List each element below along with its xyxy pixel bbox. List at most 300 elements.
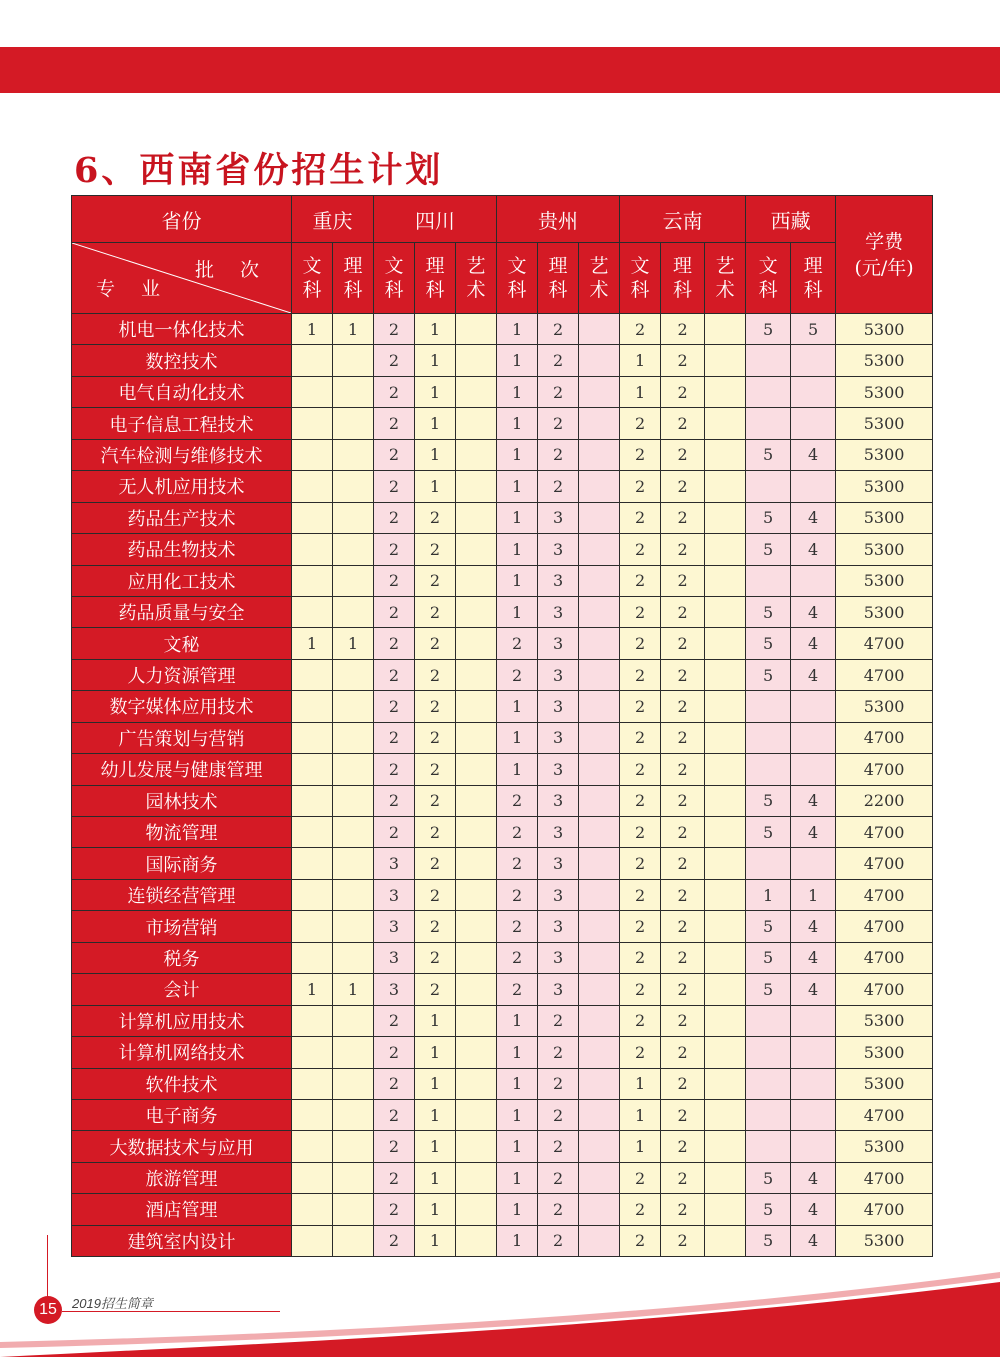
- quota-cell: 1: [415, 1099, 456, 1130]
- quota-cell: 1: [415, 1194, 456, 1225]
- quota-cell: 2: [661, 628, 705, 659]
- subject-header: 理 科: [791, 243, 836, 314]
- quota-cell: 2: [661, 659, 705, 690]
- quota-cell: 2: [497, 848, 538, 879]
- quota-cell: [705, 785, 746, 816]
- tuition-cell: 4700: [836, 942, 933, 973]
- quota-cell: 2: [620, 1162, 661, 1193]
- quota-cell: 2: [415, 817, 456, 848]
- quota-cell: 2: [374, 534, 415, 565]
- quota-cell: 2: [661, 376, 705, 407]
- quota-cell: [579, 722, 620, 753]
- quota-cell: [579, 942, 620, 973]
- quota-cell: 2: [374, 1131, 415, 1162]
- quota-cell: 1: [497, 471, 538, 502]
- quota-cell: 5: [746, 1225, 791, 1256]
- quota-cell: 2: [374, 345, 415, 376]
- quota-cell: 2: [620, 314, 661, 345]
- quota-cell: [456, 1194, 497, 1225]
- quota-cell: 3: [374, 911, 415, 942]
- quota-cell: 1: [415, 1162, 456, 1193]
- quota-cell: 1: [292, 314, 333, 345]
- major-name: 人力资源管理: [72, 659, 292, 690]
- table-row: [72, 471, 933, 502]
- quota-cell: 2: [661, 1194, 705, 1225]
- table-row: [72, 942, 933, 973]
- major-name: 数字媒体应用技术: [72, 691, 292, 722]
- quota-cell: [456, 628, 497, 659]
- quota-cell: [292, 1037, 333, 1068]
- quota-cell: 2: [661, 534, 705, 565]
- quota-cell: 1: [620, 1068, 661, 1099]
- tuition-cell: 5300: [836, 502, 933, 533]
- quota-cell: 1: [415, 376, 456, 407]
- quota-cell: [579, 565, 620, 596]
- quota-cell: [705, 691, 746, 722]
- quota-cell: [746, 848, 791, 879]
- table-row: [72, 1099, 933, 1130]
- quota-cell: 2: [620, 659, 661, 690]
- quota-cell: [292, 942, 333, 973]
- quota-cell: [705, 1005, 746, 1036]
- quota-cell: [579, 1099, 620, 1130]
- quota-cell: 1: [620, 345, 661, 376]
- quota-cell: 4: [791, 1194, 836, 1225]
- major-name: 旅游管理: [72, 1162, 292, 1193]
- quota-cell: [746, 1099, 791, 1130]
- quota-cell: 2: [661, 439, 705, 470]
- quota-cell: [579, 1131, 620, 1162]
- table-row: [72, 502, 933, 533]
- tuition-header-unit: (元/年): [854, 256, 914, 279]
- quota-cell: [579, 471, 620, 502]
- quota-cell: [456, 1099, 497, 1130]
- table-row: [72, 817, 933, 848]
- quota-cell: [456, 942, 497, 973]
- quota-cell: 2: [415, 534, 456, 565]
- quota-cell: 2: [374, 1225, 415, 1256]
- page-title: 6、西南省份招生计划: [74, 150, 444, 191]
- quota-cell: 1: [497, 502, 538, 533]
- quota-cell: [333, 659, 374, 690]
- major-name: 连锁经营管理: [72, 879, 292, 910]
- major-name: 广告策划与营销: [72, 722, 292, 753]
- quota-cell: [456, 534, 497, 565]
- quota-cell: [456, 1005, 497, 1036]
- quota-cell: 1: [746, 879, 791, 910]
- table-row: [72, 785, 933, 816]
- subject-header: 艺 术: [579, 243, 620, 314]
- subject-header: 理 科: [333, 243, 374, 314]
- quota-cell: [333, 848, 374, 879]
- quota-cell: 2: [497, 785, 538, 816]
- quota-cell: [705, 596, 746, 627]
- quota-cell: [791, 1068, 836, 1099]
- tuition-cell: 4700: [836, 1099, 933, 1130]
- quota-cell: [333, 565, 374, 596]
- tuition-cell: 4700: [836, 848, 933, 879]
- quota-cell: 3: [538, 974, 579, 1005]
- table-row: [72, 345, 933, 376]
- major-name: 药品质量与安全: [72, 596, 292, 627]
- quota-cell: 1: [415, 408, 456, 439]
- quota-cell: 1: [497, 314, 538, 345]
- quota-cell: 2: [661, 1162, 705, 1193]
- quota-cell: 2: [374, 1037, 415, 1068]
- subject-header: 艺 术: [456, 243, 497, 314]
- table-row: [72, 596, 933, 627]
- quota-cell: [705, 1194, 746, 1225]
- quota-cell: [292, 534, 333, 565]
- quota-cell: 2: [538, 376, 579, 407]
- quota-cell: [333, 534, 374, 565]
- quota-cell: [333, 502, 374, 533]
- table-row: [72, 911, 933, 942]
- quota-cell: 2: [620, 628, 661, 659]
- quota-cell: 2: [538, 1099, 579, 1130]
- quota-cell: [579, 628, 620, 659]
- quota-cell: [333, 1225, 374, 1256]
- quota-cell: 2: [374, 1005, 415, 1036]
- quota-cell: 2: [661, 848, 705, 879]
- quota-cell: 3: [538, 754, 579, 785]
- quota-cell: [791, 722, 836, 753]
- major-name: 国际商务: [72, 848, 292, 879]
- quota-cell: 2: [538, 1225, 579, 1256]
- quota-cell: 2: [374, 1068, 415, 1099]
- quota-cell: [292, 691, 333, 722]
- major-name: 酒店管理: [72, 1194, 292, 1225]
- quota-cell: 2: [374, 817, 415, 848]
- quota-cell: 4: [791, 817, 836, 848]
- subject-header: 文 科: [292, 243, 333, 314]
- quota-cell: [333, 817, 374, 848]
- quota-cell: 2: [415, 974, 456, 1005]
- quota-cell: 4: [791, 439, 836, 470]
- quota-cell: 2: [497, 628, 538, 659]
- quota-cell: [705, 848, 746, 879]
- quota-cell: 2: [538, 471, 579, 502]
- table-row: [72, 848, 933, 879]
- quota-cell: 3: [538, 565, 579, 596]
- quota-cell: 2: [374, 722, 415, 753]
- quota-cell: 1: [415, 1037, 456, 1068]
- quota-cell: [333, 1162, 374, 1193]
- quota-cell: [705, 879, 746, 910]
- quota-cell: [333, 596, 374, 627]
- batch-label: 批 次: [194, 259, 269, 281]
- quota-cell: 2: [661, 1099, 705, 1130]
- quota-cell: 2: [374, 565, 415, 596]
- quota-cell: [333, 1005, 374, 1036]
- tuition-cell: 5300: [836, 596, 933, 627]
- quota-cell: 2: [661, 691, 705, 722]
- quota-cell: [746, 408, 791, 439]
- table-row: [72, 376, 933, 407]
- quota-cell: [333, 1194, 374, 1225]
- quota-cell: [705, 754, 746, 785]
- quota-cell: 2: [415, 565, 456, 596]
- table-row: [72, 628, 933, 659]
- quota-cell: [579, 1194, 620, 1225]
- quota-cell: 3: [538, 879, 579, 910]
- quota-cell: 2: [374, 408, 415, 439]
- quota-cell: [705, 1162, 746, 1193]
- quota-cell: 2: [620, 1194, 661, 1225]
- quota-cell: 2: [415, 596, 456, 627]
- quota-cell: [705, 1099, 746, 1130]
- table-row: [72, 1005, 933, 1036]
- table-row: [72, 722, 933, 753]
- quota-cell: 2: [620, 691, 661, 722]
- quota-cell: 2: [415, 659, 456, 690]
- quota-cell: 2: [374, 691, 415, 722]
- table-row: [72, 879, 933, 910]
- quota-cell: 5: [746, 1194, 791, 1225]
- quota-cell: 1: [497, 376, 538, 407]
- quota-cell: 2: [415, 754, 456, 785]
- tuition-cell: 4700: [836, 1162, 933, 1193]
- quota-cell: [333, 1099, 374, 1130]
- quota-cell: 1: [333, 974, 374, 1005]
- quota-cell: 2: [661, 314, 705, 345]
- table-row: [72, 439, 933, 470]
- major-name: 机电一体化技术: [72, 314, 292, 345]
- quota-cell: [292, 345, 333, 376]
- quota-cell: 3: [538, 722, 579, 753]
- quota-cell: 2: [661, 785, 705, 816]
- tuition-cell: 4700: [836, 628, 933, 659]
- subject-header: 文 科: [497, 243, 538, 314]
- quota-cell: 3: [538, 596, 579, 627]
- quota-cell: 2: [415, 785, 456, 816]
- quota-cell: [579, 879, 620, 910]
- table-row: [72, 1194, 933, 1225]
- quota-cell: [333, 722, 374, 753]
- quota-cell: 2: [374, 628, 415, 659]
- province-xizang: 西藏: [746, 196, 836, 243]
- quota-cell: 1: [497, 439, 538, 470]
- major-name: 大数据技术与应用: [72, 1131, 292, 1162]
- major-name: 园林技术: [72, 785, 292, 816]
- quota-cell: [333, 1131, 374, 1162]
- quota-cell: 5: [746, 785, 791, 816]
- quota-cell: 2: [415, 879, 456, 910]
- province-guizhou: 贵州: [497, 196, 620, 243]
- quota-cell: [579, 502, 620, 533]
- quota-cell: 1: [497, 1131, 538, 1162]
- quota-cell: 2: [374, 314, 415, 345]
- quota-cell: [705, 471, 746, 502]
- quota-cell: 2: [538, 1194, 579, 1225]
- quota-cell: 2: [620, 879, 661, 910]
- quota-cell: [579, 659, 620, 690]
- tuition-cell: 5300: [836, 408, 933, 439]
- footer-brochure-title: 2019招生简章: [72, 1296, 153, 1311]
- quota-cell: [579, 345, 620, 376]
- quota-cell: [746, 1005, 791, 1036]
- quota-cell: 2: [620, 785, 661, 816]
- quota-cell: 1: [497, 1037, 538, 1068]
- quota-cell: [791, 471, 836, 502]
- quota-cell: [791, 848, 836, 879]
- quota-cell: 2: [374, 785, 415, 816]
- quota-cell: 4: [791, 534, 836, 565]
- table-row: [72, 408, 933, 439]
- quota-cell: 2: [620, 471, 661, 502]
- quota-cell: 2: [497, 817, 538, 848]
- quota-cell: 2: [374, 502, 415, 533]
- quota-cell: [705, 565, 746, 596]
- quota-cell: 1: [497, 1194, 538, 1225]
- quota-cell: 1: [333, 314, 374, 345]
- quota-cell: 1: [497, 691, 538, 722]
- quota-cell: 5: [746, 314, 791, 345]
- quota-cell: 5: [746, 1162, 791, 1193]
- quota-cell: 4: [791, 1162, 836, 1193]
- quota-cell: [705, 1068, 746, 1099]
- quota-cell: [292, 722, 333, 753]
- major-name: 药品生产技术: [72, 502, 292, 533]
- quota-cell: 1: [497, 534, 538, 565]
- quota-cell: 2: [538, 1068, 579, 1099]
- quota-cell: [579, 439, 620, 470]
- quota-cell: [705, 376, 746, 407]
- major-name: 市场营销: [72, 911, 292, 942]
- quota-cell: 2: [538, 1162, 579, 1193]
- quota-cell: 2: [538, 1037, 579, 1068]
- quota-cell: 1: [620, 376, 661, 407]
- quota-cell: [456, 911, 497, 942]
- quota-cell: [456, 565, 497, 596]
- quota-cell: 4: [791, 785, 836, 816]
- quota-cell: [456, 376, 497, 407]
- quota-cell: 2: [415, 942, 456, 973]
- quota-cell: [292, 1162, 333, 1193]
- quota-cell: [791, 376, 836, 407]
- quota-cell: [333, 376, 374, 407]
- quota-cell: [292, 1005, 333, 1036]
- quota-cell: [292, 1099, 333, 1130]
- major-name: 会计: [72, 974, 292, 1005]
- quota-cell: [705, 439, 746, 470]
- quota-cell: 2: [620, 565, 661, 596]
- quota-cell: 3: [538, 534, 579, 565]
- quota-cell: 4: [791, 911, 836, 942]
- tuition-header: [836, 196, 933, 314]
- quota-cell: [456, 848, 497, 879]
- quota-cell: 2: [661, 1037, 705, 1068]
- quota-cell: [705, 1037, 746, 1068]
- major-name: 电气自动化技术: [72, 376, 292, 407]
- quota-cell: 2: [538, 1131, 579, 1162]
- quota-cell: [456, 785, 497, 816]
- quota-cell: 3: [538, 848, 579, 879]
- quota-cell: 2: [661, 471, 705, 502]
- quota-cell: [705, 345, 746, 376]
- quota-cell: [579, 1005, 620, 1036]
- quota-cell: [456, 722, 497, 753]
- quota-cell: 3: [538, 817, 579, 848]
- table-row: [72, 1037, 933, 1068]
- quota-cell: [705, 408, 746, 439]
- quota-cell: 1: [415, 439, 456, 470]
- quota-cell: [579, 596, 620, 627]
- tuition-cell: 5300: [836, 345, 933, 376]
- quota-cell: [579, 754, 620, 785]
- quota-cell: 1: [497, 1005, 538, 1036]
- quota-cell: 1: [497, 565, 538, 596]
- quota-cell: [333, 754, 374, 785]
- quota-cell: 2: [374, 439, 415, 470]
- quota-cell: 4: [791, 596, 836, 627]
- quota-cell: [791, 1131, 836, 1162]
- quota-cell: 2: [661, 1131, 705, 1162]
- quota-cell: 2: [497, 659, 538, 690]
- quota-cell: [579, 376, 620, 407]
- quota-cell: [456, 754, 497, 785]
- quota-cell: 2: [661, 345, 705, 376]
- quota-cell: 2: [661, 974, 705, 1005]
- quota-cell: [705, 722, 746, 753]
- major-name: 幼儿发展与健康管理: [72, 754, 292, 785]
- quota-cell: [333, 911, 374, 942]
- quota-cell: 2: [538, 408, 579, 439]
- tuition-cell: 5300: [836, 376, 933, 407]
- quota-cell: 5: [746, 974, 791, 1005]
- quota-cell: [791, 754, 836, 785]
- quota-cell: [791, 345, 836, 376]
- quota-cell: 5: [746, 942, 791, 973]
- quota-cell: 2: [661, 817, 705, 848]
- quota-cell: [579, 1162, 620, 1193]
- tuition-cell: 5300: [836, 471, 933, 502]
- quota-cell: [705, 534, 746, 565]
- quota-cell: 5: [746, 502, 791, 533]
- quota-cell: [579, 408, 620, 439]
- quota-cell: [333, 942, 374, 973]
- quota-cell: 1: [415, 1005, 456, 1036]
- quota-cell: [456, 408, 497, 439]
- quota-cell: [456, 879, 497, 910]
- quota-cell: 1: [415, 345, 456, 376]
- quota-cell: 1: [292, 628, 333, 659]
- quota-cell: 3: [538, 502, 579, 533]
- quota-cell: 2: [661, 879, 705, 910]
- quota-cell: [456, 502, 497, 533]
- tuition-cell: 5300: [836, 314, 933, 345]
- tuition-cell: 5300: [836, 534, 933, 565]
- quota-cell: 3: [538, 911, 579, 942]
- quota-cell: 2: [620, 1037, 661, 1068]
- major-name: 计算机网络技术: [72, 1037, 292, 1068]
- quota-cell: 1: [292, 974, 333, 1005]
- quota-cell: [333, 1037, 374, 1068]
- quota-cell: 4: [791, 974, 836, 1005]
- quota-cell: 1: [497, 1068, 538, 1099]
- quota-cell: 3: [538, 942, 579, 973]
- tuition-cell: 4700: [836, 911, 933, 942]
- quota-cell: [456, 817, 497, 848]
- quota-cell: [746, 1037, 791, 1068]
- tuition-cell: 4700: [836, 722, 933, 753]
- tuition-cell: 5300: [836, 1225, 933, 1256]
- page-number: 15: [34, 1296, 62, 1324]
- quota-cell: 3: [538, 691, 579, 722]
- major-name: 文秘: [72, 628, 292, 659]
- quota-cell: [746, 376, 791, 407]
- tuition-cell: 5300: [836, 1131, 933, 1162]
